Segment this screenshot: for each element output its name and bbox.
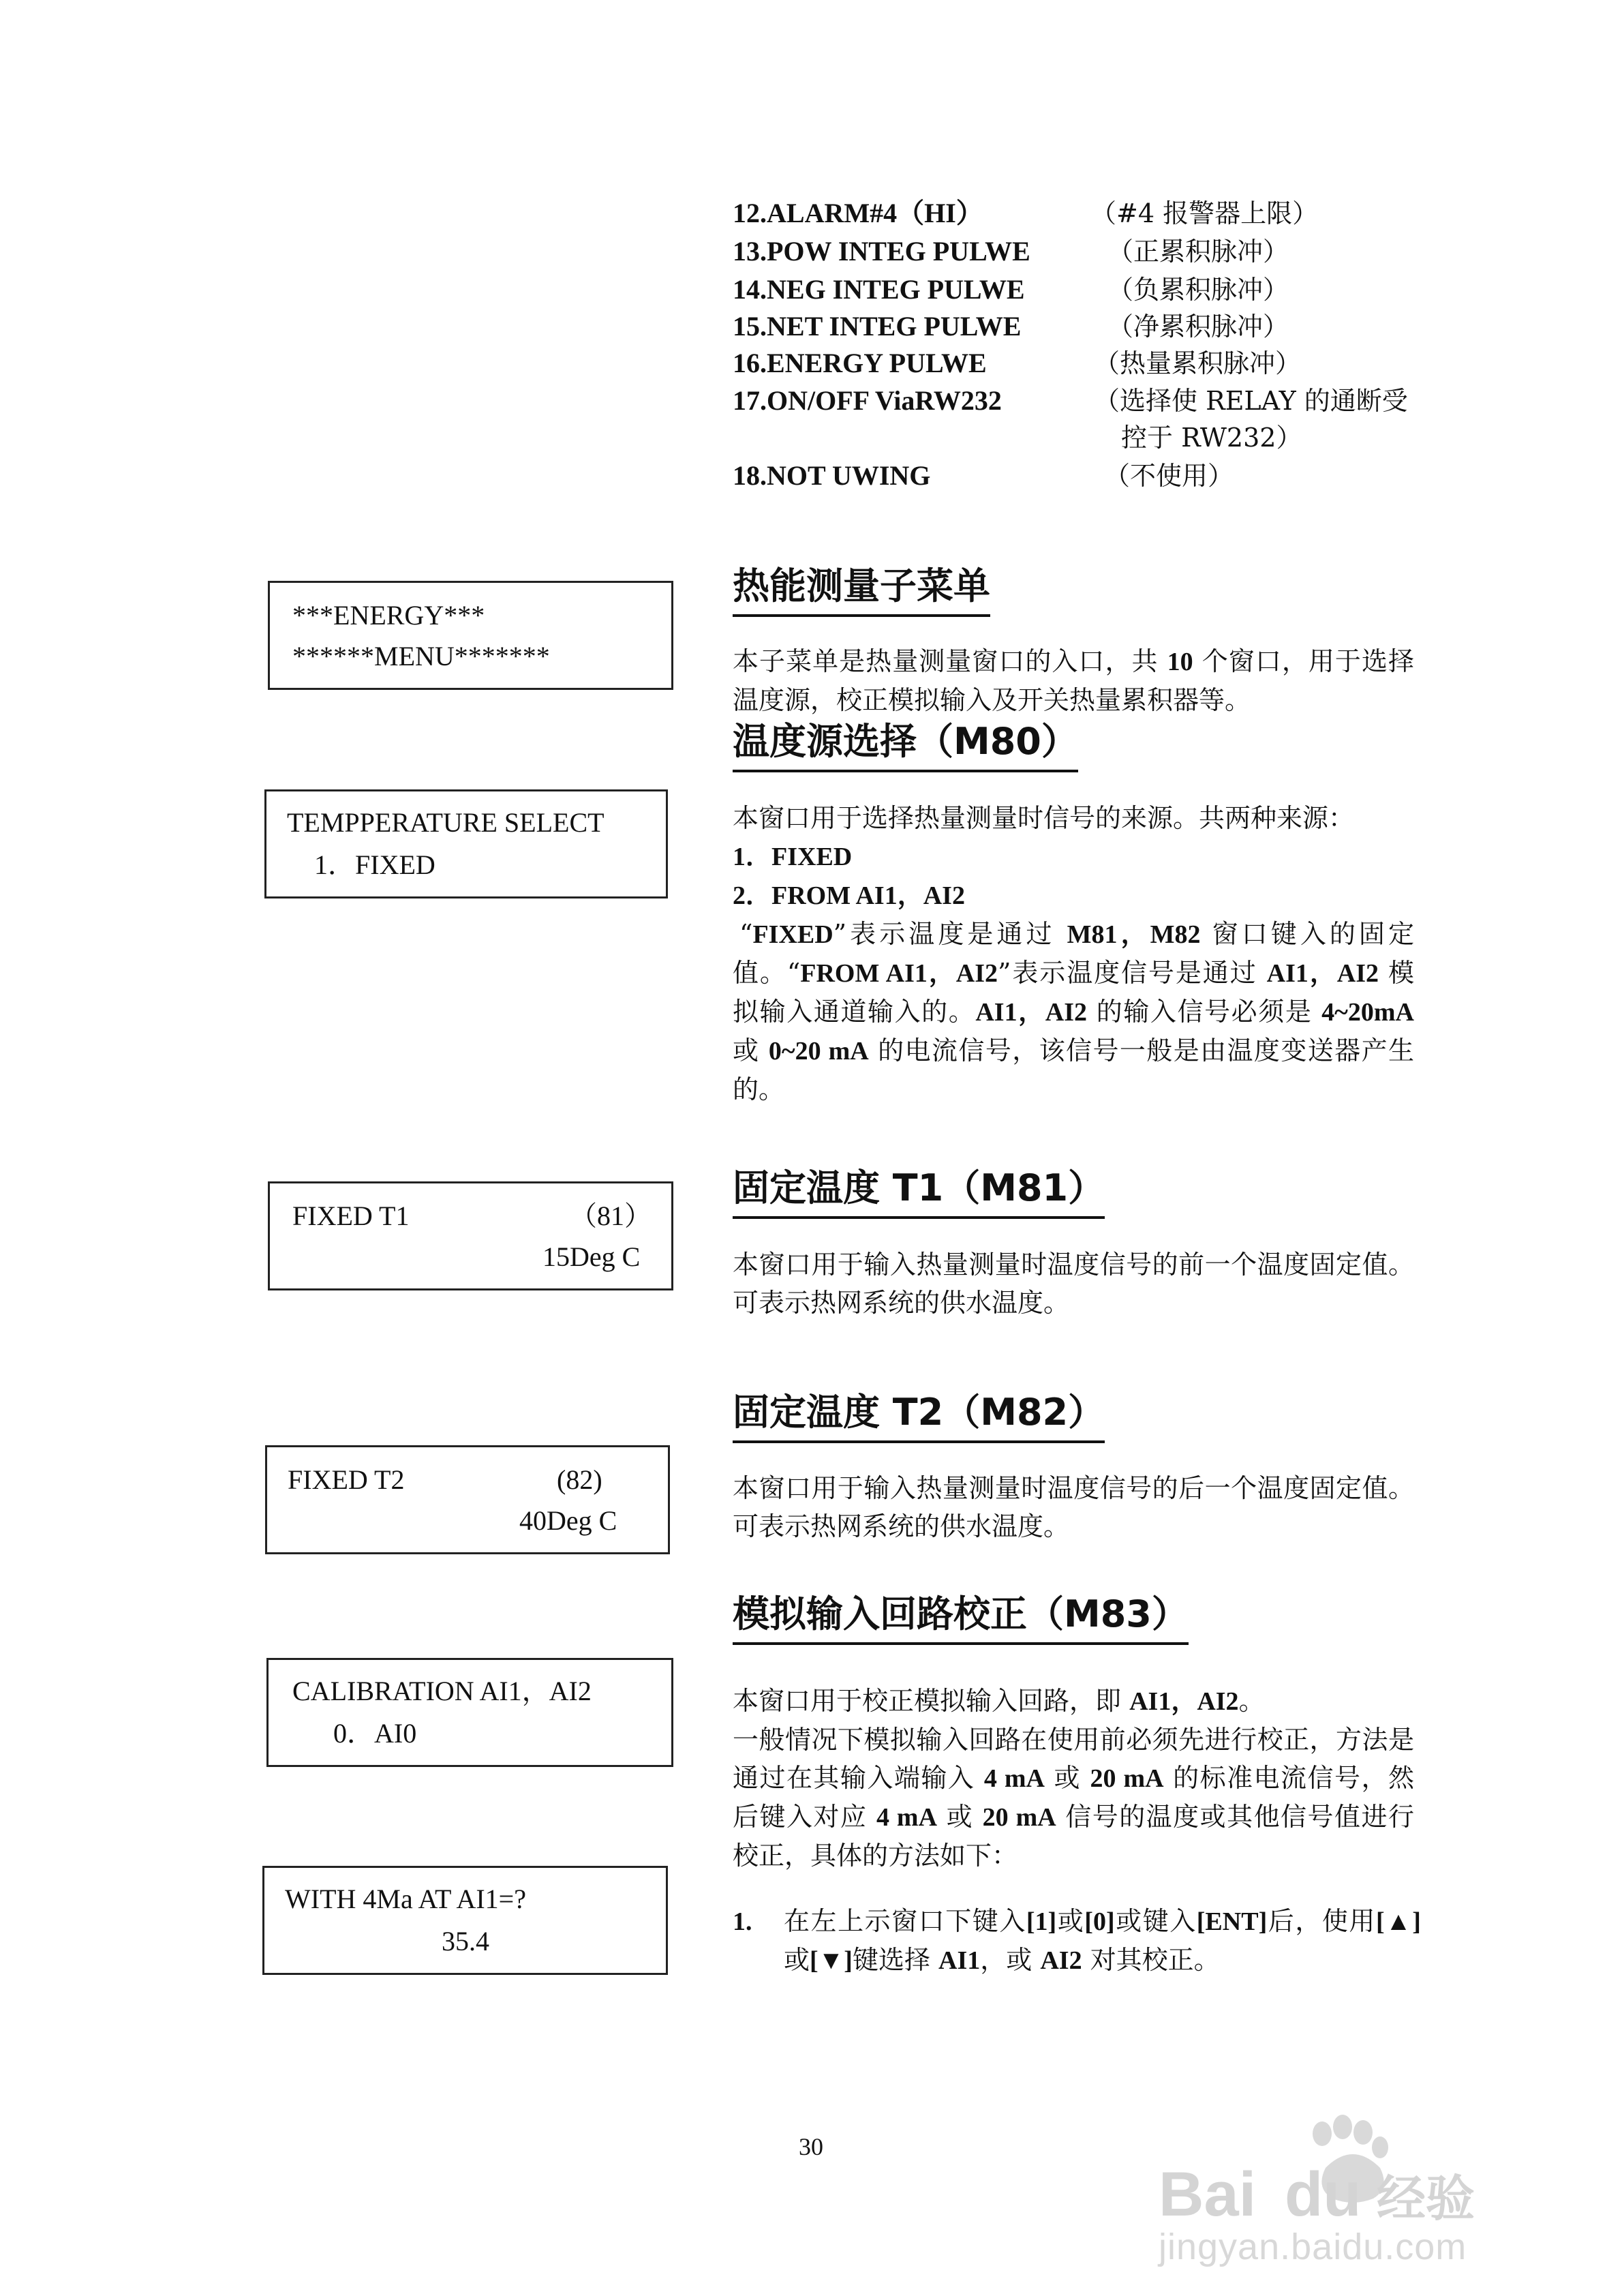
lcd-calibration: [266, 1658, 673, 1767]
section-heading-m80: 温度源选择（M80）: [733, 718, 1078, 772]
watermark-url: jingyan.baidu.com: [1159, 2226, 1467, 2267]
page-number: 30: [799, 2133, 823, 2160]
lcd-value: 40Deg C: [519, 1505, 617, 1536]
relay-option-note: （净累积脉冲）: [1107, 312, 1289, 342]
lcd-line: ***ENERGY***: [292, 600, 485, 631]
relay-option-label: 16.ENERGY PULWE: [733, 348, 987, 378]
lcd-fixed-t1: [268, 1181, 673, 1290]
lcd-line: ******MENU*******: [292, 641, 550, 671]
section-heading-energy-menu: 热能测量子菜单: [733, 562, 990, 617]
step-text: 在左上示窗口下键入[1]或[0]或键入[ENT]后，使用[▲]或[▼]键选择 AI1，或 AI2 对其校正。: [784, 1906, 1421, 1975]
energy-menu-description: 本子菜单是热量测量窗口的入口，共 10 个窗口，用于选择温度源，校正模拟输入及开关热量累积器等。: [733, 646, 1414, 715]
lcd-window-number: (82): [557, 1464, 602, 1495]
lcd-temperature-select: [264, 789, 668, 898]
m83-intro: 本窗口用于校正模拟输入回路，即 AI1，AI2。: [733, 1686, 1265, 1716]
m80-option-fixed: 1．FIXED: [733, 843, 853, 871]
lcd-with-4ma: [262, 1866, 668, 1975]
lcd-line: TEMPPERATURE SELECT: [287, 807, 605, 838]
relay-option-note: 控于 RW232）: [1121, 423, 1302, 453]
lcd-window-number: （81）: [570, 1200, 652, 1231]
lcd-energy-menu: [268, 581, 673, 690]
lcd-fixed-t2: [265, 1445, 670, 1554]
relay-option-label: 13.POW INTEG PULWE: [733, 236, 1030, 267]
svg-text:Bai: Bai: [1159, 2160, 1257, 2229]
svg-text:du: du: [1285, 2160, 1362, 2229]
lcd-value: 15Deg C: [542, 1241, 641, 1272]
m83-method: 一般情况下模拟输入回路在使用前必须先进行校正，方法是通过在其输入端输入 4 mA 或 20 mA 的标准电流信号，然后键入对应 4 mA 或 20 mA 信号的温度或其他信号值进行校正，具体的方法如下：: [733, 1725, 1414, 1871]
m81-description: 本窗口用于输入热量测量时温度信号的前一个温度固定值。可表示热网系统的供水温度。: [733, 1250, 1414, 1318]
lcd-line: CALIBRATION AI1，AI2: [292, 1676, 592, 1706]
section-heading-m82: 固定温度 T2（M82）: [733, 1389, 1105, 1443]
lcd-line: WITH 4Ma AT AI1=?: [285, 1884, 526, 1914]
section-heading-m81: 固定温度 T1（M81）: [733, 1164, 1105, 1219]
relay-option-label: 14.NEG INTEG PULWE: [733, 274, 1025, 305]
relay-option-label: 18.NOT UWING: [733, 460, 931, 491]
relay-option-note: （选择使 RELAY 的通断受: [1094, 386, 1408, 416]
lcd-value: 35.4: [442, 1926, 489, 1957]
relay-option-note: （#4 报警器上限）: [1090, 198, 1319, 228]
relay-option-note: （正累积脉冲）: [1107, 237, 1289, 267]
m80-description: [733, 799, 1414, 1108]
m80-intro: 本窗口用于选择热量测量时信号的来源。共两种来源：: [733, 803, 1355, 833]
relay-option-label: 15.NET INTEG PULWE: [733, 311, 1022, 342]
relay-option-note: （热量累积脉冲）: [1094, 348, 1302, 378]
m83-description: [733, 1682, 1414, 1875]
lcd-line: 1．FIXED: [314, 849, 435, 880]
step-number: 1.: [733, 1907, 752, 1936]
section-heading-m83: 模拟输入回路校正（M83）: [733, 1590, 1189, 1645]
lcd-line: FIXED T2: [288, 1464, 405, 1495]
m80-detail: “FIXED”表示温度是通过 M81，M82 窗口键入的固定值。“FROM AI1，AI2”表示温度信号是通过 AI1，AI2 模拟输入通道输入的。AI1，AI2 的输入信号必须是 4~20mA 或 0~20 mA 的电流信号，该信号一般是由温度变送器产生的。: [733, 919, 1414, 1104]
lcd-line: FIXED T1: [292, 1200, 410, 1231]
relay-option-note: （负累积脉冲）: [1107, 275, 1289, 305]
m82-description: 本窗口用于输入热量测量时温度信号的后一个温度固定值。可表示热网系统的供水温度。: [733, 1473, 1414, 1541]
relay-option-label: 12.ALARM#4（HI）: [733, 198, 983, 228]
lcd-line: 0．AI0: [333, 1718, 417, 1749]
svg-text:经验: 经验: [1377, 2170, 1475, 2227]
m80-option-ai: 2．FROM AI1，AI2: [733, 881, 965, 910]
relay-option-note: （不使用）: [1104, 461, 1234, 491]
relay-option-label: 17.ON/OFF ViaRW232: [733, 385, 1002, 416]
